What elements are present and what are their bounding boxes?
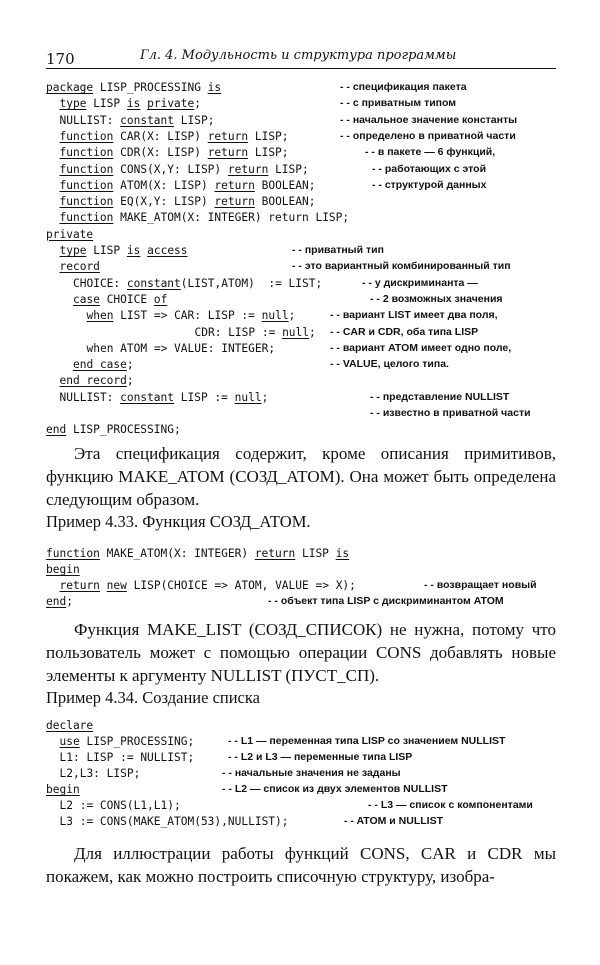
code-text: CHOICE [99,292,154,306]
code-line [46,594,73,609]
code-text: LISP := [174,390,235,404]
keyword: function [59,211,114,225]
keyword: return [227,162,269,176]
code-text: LISP_PROCESSING; [66,423,181,437]
code-text: ; [126,374,134,388]
code-comment: - - 2 возможных значения [370,292,503,305]
code-comment: - - с приватным типом [340,97,457,110]
code-comment: - - приватный тип [292,244,384,256]
keyword: is [207,81,222,94]
code-line [60,96,202,111]
keyword: private [46,227,94,241]
code-text: NULLIST: [59,113,121,127]
code-line [60,259,100,274]
page-number: 170 [46,50,75,68]
code-comment: - - в пакете — 6 функций, [365,146,496,159]
code-text: LISP; [174,113,215,127]
keyword: return [59,579,100,592]
code-text: LISP; [248,146,289,160]
code-line [60,145,289,160]
code-line [73,357,134,372]
keyword: begin [46,783,80,796]
code-text: ; [194,97,202,111]
code-comment: - - вариант ATOM имеет одно поле, [330,341,512,354]
code-comment: - - структурой данных [372,178,487,191]
code-line [60,129,289,144]
code-text: LISP_PROCESSING [93,81,208,94]
code-text: L2 := CONS(L1,L1); [59,799,181,812]
code-text: EQ(X,Y: LISP) [113,195,215,209]
keyword: type [59,97,87,111]
code-text: LISP [86,97,127,111]
code-comment: - - ATOM и NULLIST [344,815,443,827]
code-text: MAKE_ATOM(X: INTEGER) return LISP; [113,211,350,225]
code-comment: - - L2 и L3 — переменные типа LISP [228,751,413,763]
code-comment: - - у дискриминанта — [362,276,478,289]
code-text: LISP; [268,162,309,176]
code-text: CAR(X: LISP) [113,129,208,143]
code-text: LIST => CAR: LISP := [113,309,262,323]
keyword: function [59,146,114,160]
code-text: CDR(X: LISP) [113,146,208,160]
paragraph-spec-description: Эта спецификация содержит, кроме описания примитивов, функцию MAKE_ATOM (СОЗД_АТОМ). Она может быть определена следующим образом. [46,444,556,509]
code-line [73,292,167,307]
code-line [60,578,356,593]
example-caption-4-33: Пример 4.33. Функция СОЗД_АТОМ. [46,512,311,531]
keyword: is [126,244,141,257]
listing-lisp-processing [46,80,566,440]
code-comment: - - известно в приватной части [370,407,531,419]
code-line [73,276,322,291]
listing-create-list [46,718,566,828]
code-comment: - - L2 — список из двух элементов NULLIST [222,783,448,795]
code-text: when ATOM => VALUE: INTEGER; [86,341,276,355]
listing-make-atom [46,546,566,610]
code-comment: - - L1 — переменная типа LISP со значением NULLIST [228,735,506,747]
code-line [60,750,195,765]
code-line [60,734,195,749]
keyword: function [59,162,114,176]
code-line [60,162,309,177]
keyword: access [147,244,188,257]
code-text: LISP; [248,129,289,143]
running-title: Гл. 4. Модульность и структура программы [140,48,457,63]
example-caption-4-34: Пример 4.34. Создание списка [46,688,260,707]
code-text: NULLIST: [59,390,121,404]
keyword: null [261,309,289,323]
keyword: type [59,244,87,257]
code-comment: - - объект типа LISP с дискриминантом ATOM [268,595,504,607]
code-text: (LIST,ATOM) := LIST; [180,276,323,290]
keyword: return [207,129,249,143]
code-comment: - - начальные значения не заданы [222,767,401,779]
keyword: begin [46,563,80,576]
code-comment: - - начальное значение константы [340,113,518,126]
code-line [46,718,93,733]
code-text: ; [288,309,296,323]
keyword: constant [120,113,175,127]
keyword: package [46,81,94,94]
paragraph-illustration: Для иллюстрации работы функций CONS, CAR и CDR мы покажем, как можно построить списочную структуру, изобра- [46,844,556,886]
code-text: LISP [295,547,336,560]
keyword: constant [120,390,175,404]
keyword: constant [126,276,181,290]
keyword: record [59,260,100,274]
code-text: LISP_PROCESSING; [79,735,195,748]
keyword: new [106,579,127,592]
code-text: LISP [86,244,127,257]
code-line [46,562,80,577]
code-line [60,210,350,225]
code-line [46,546,349,561]
keyword: end record [59,374,127,388]
code-comment: - - вариант LIST имеет два поля, [330,309,498,322]
code-comment: - - L3 — список с компонентами [368,799,533,811]
keyword: is [126,97,141,111]
code-text: MAKE_ATOM(X: INTEGER) [99,547,255,560]
code-text: L1: LISP := NULLIST; [59,751,195,764]
code-line [46,422,181,437]
code-text: CDR: LISP := [194,325,283,339]
code-text: ATOM(X: LISP) [113,178,215,192]
code-line [60,798,181,813]
code-line [46,80,221,95]
keyword: return [214,178,255,192]
keyword: return [207,146,249,160]
code-text: BOOLEAN; [254,195,316,209]
keyword: is [335,547,350,560]
code-comment: - - спецификация пакета [340,81,467,93]
keyword: return [214,195,255,209]
keyword: end [46,423,67,437]
code-text: L2,L3: LISP; [59,767,141,780]
code-text: CHOICE: [73,276,127,290]
code-comment: - - CAR и CDR, оба типа LISP [330,325,479,338]
code-text: LISP(CHOICE => ATOM, VALUE => X); [126,579,356,592]
keyword: function [59,178,114,192]
code-comment: - - это вариантный комбинированный тип [292,260,511,273]
keyword: when [86,309,114,323]
code-line [60,373,134,388]
keyword: null [234,390,262,404]
keyword: case [73,292,100,306]
code-comment: - - представление NULLIST [370,390,510,403]
keyword: private [147,97,195,111]
paragraph-make-list: Функция MAKE_LIST (СОЗД_СПИСОК) не нужна, потому что пользователь может с помощью операции CONS добавлять новые элементы к аргументу NULLIST (ПУСТ_СП). [46,620,556,685]
code-line [195,325,316,340]
header-rule [46,68,556,69]
code-comment: - - возвращает новый [424,579,537,591]
keyword: return [254,547,296,560]
keyword: end [46,595,67,608]
code-line [60,194,316,209]
code-line [60,243,188,258]
keyword: use [59,735,80,748]
code-text: CONS(X,Y: LISP) [113,162,228,176]
code-comment: - - определено в приватной части [340,129,516,142]
code-text: L3 := CONS(MAKE_ATOM(53),NULLIST); [59,815,289,828]
code-text [100,579,107,592]
code-text: BOOLEAN; [254,178,316,192]
code-line [60,390,269,405]
code-line [60,178,316,193]
keyword: end case [73,358,127,372]
keyword: declare [46,719,94,732]
code-text: ; [261,390,269,404]
keyword: function [59,129,114,143]
code-line [46,782,80,797]
code-text: ; [126,358,134,372]
code-line [87,341,276,356]
code-comment: - - работающих с этой [372,162,487,175]
code-text: ; [66,595,73,608]
code-line [46,227,93,242]
keyword: of [153,292,168,306]
code-line [60,113,215,128]
code-line [87,308,296,323]
code-text: ; [309,325,316,339]
code-line [60,814,289,829]
keyword: function [59,195,114,209]
code-comment: - - VALUE, целого типа. [330,358,449,371]
keyword: null [282,325,310,339]
keyword: function [46,547,100,560]
code-line [60,766,141,781]
